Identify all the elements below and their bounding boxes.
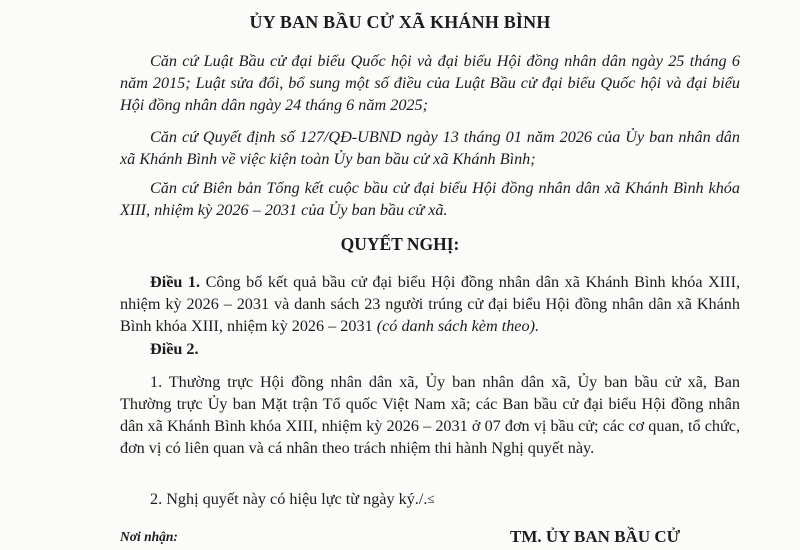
document-title: ỦY BAN BẦU CỬ XÃ KHÁNH BÌNH: [249, 12, 551, 32]
article-1: [120, 271, 740, 337]
article-1-note: (có danh sách kèm theo).: [376, 317, 540, 335]
preamble-legal-basis-3: Căn cứ Biên bản Tổng kết cuộc bầu cử đại biểu Hội đồng nhân dân xã Khánh Bình khóa XIII, nhiệm kỳ 2026 – 2031 của Ủy ban bầu cử xã.: [120, 179, 740, 219]
article-2-label: Điều 2.: [150, 340, 199, 358]
initial-mark: ≤: [427, 491, 435, 506]
article-1-text: Công bố kết quả bầu cử đại biểu Hội đồng nhân dân xã Khánh Bình khóa XIII, nhiệm kỳ 2026 – 2031 và danh sách 23 người trúng cử đại biểu Hội đồng nhân dân xã Khánh Bình khóa XIII, nhiệm kỳ 2026 – 2031: [120, 273, 741, 335]
decision-heading: QUYẾT NGHỊ:: [340, 234, 460, 254]
article-1-label: Điều 1.: [150, 273, 201, 291]
article-2-item-1: 1. Thường trực Hội đồng nhân dân xã, Ủy ban nhân dân xã, Ủy ban bầu cử xã, Ban Thường trực Ủy ban Mặt trận Tổ quốc Việt Nam xã; các Ban bầu cử đại biểu Hội đồng nhân dân xã Khánh Bình khóa XIII, nhiệm kỳ 2026 – 2031 ở 07 đơn vị bầu cử; các cơ quan, tổ chức, đơn vị có liên quan và cá nhân theo trách nhiệm thi hành Nghị quyết này.: [120, 373, 740, 457]
recipients-label: Nơi nhận:: [120, 529, 178, 544]
signer-title: TM. ỦY BAN BẦU CỬ: [510, 527, 681, 546]
article-2-item-2-text: 2. Nghị quyết này có hiệu lực từ ngày ký./.: [150, 490, 428, 508]
preamble-legal-basis-2: Căn cứ Quyết định số 127/QĐ-UBND ngày 13 tháng 01 năm 2026 của Ủy ban nhân dân xã Khánh Bình về việc kiện toàn Ủy ban bầu cử xã Khánh Bình;: [120, 128, 740, 168]
article-2-item-2: [120, 488, 740, 510]
preamble-legal-basis-1: Căn cứ Luật Bầu cử đại biểu Quốc hội và đại biểu Hội đồng nhân dân ngày 25 tháng 6 năm 2015; Luật sửa đổi, bổ sung một số điều của Luật Bầu cử đại biểu Quốc hội và đại biểu Hội đồng nhân dân ngày 24 tháng 6 năm 2025;: [120, 52, 740, 114]
